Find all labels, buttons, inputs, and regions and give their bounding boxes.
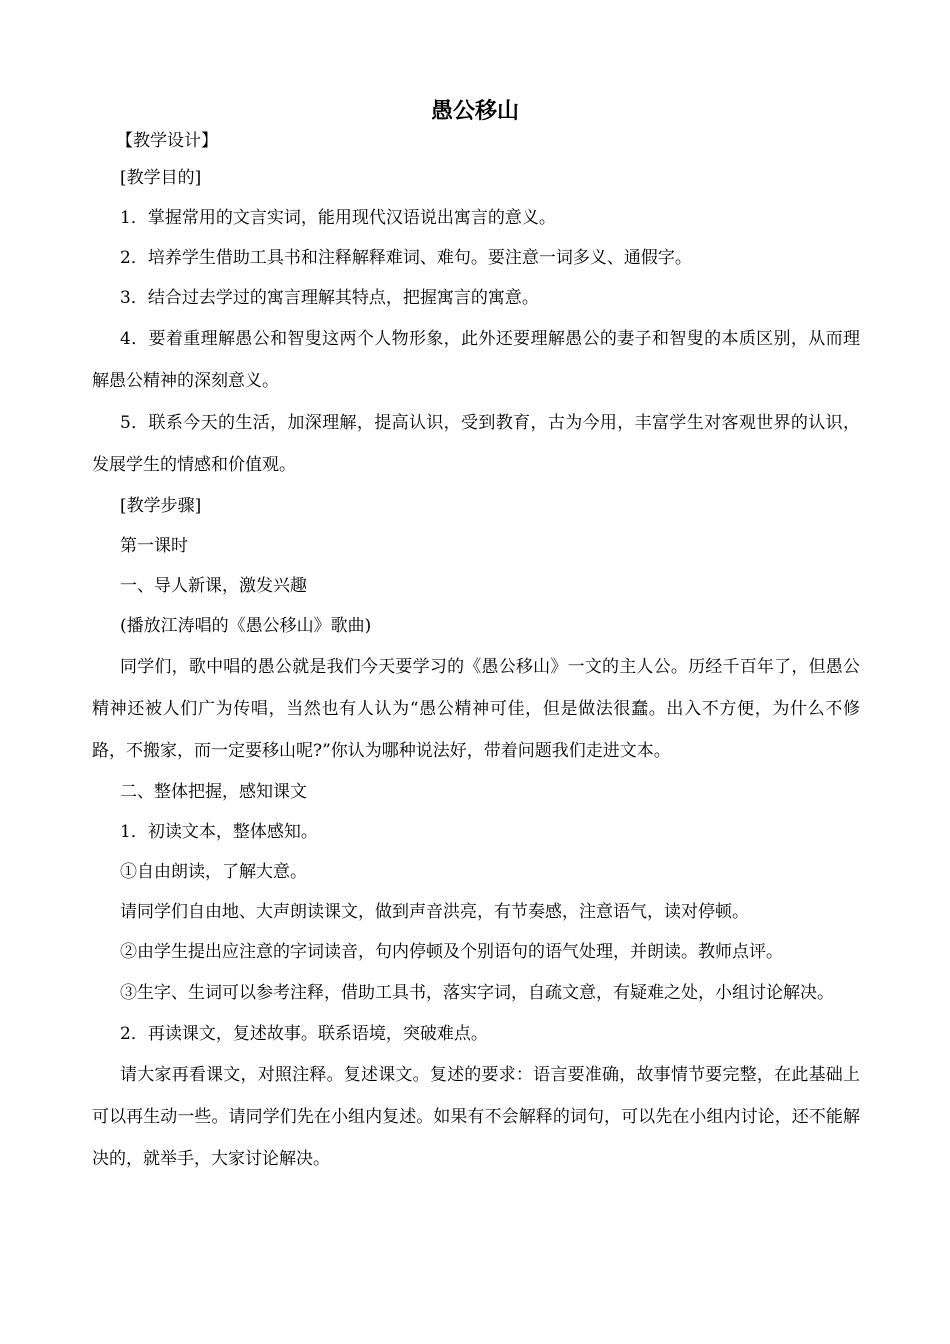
list-item: ③生字、生词可以参考注释，借助工具书，落实字词，自疏文意，有疑难之处，小组讨论解决。 [120,983,834,1003]
objective-item: 3．结合过去学过的寓言理解其特点，把握寓言的寓意。 [120,288,539,308]
section-heading-objectives: [教学目的] [120,168,202,188]
objective-item: 1．掌握常用的文言实词，能用现代汉语说出寓言的意义。 [120,208,556,228]
section-heading-steps: [教学步骤] [120,496,202,516]
body-paragraph: 请同学们自由地、大声朗读课文，做到声音洪亮，有节奏感，注意语气，读对停顿。 [120,902,749,922]
step-heading: 二、整体把握，感知课文 [120,782,307,802]
body-paragraph: (播放江涛唱的《愚公移山》歌曲) [120,616,372,636]
body-paragraph: 请大家再看课文，对照注释。复述课文。复述的要求：语言要准确，故事情节要完整，在此基础上可以再生动一些。请同学们先在小组内复述。如果有不会解释的词句，可以先在小组内讨论，还不能解决的，就举手，大家讨论解决。 [92,1065,860,1169]
document-body [92,124,860,1180]
list-item: ①自由朗读，了解大意。 [120,862,307,882]
document-title: 愚公移山 [430,99,519,124]
lesson-heading: 第一课时 [120,536,188,556]
sub-step-heading: 2．再读课文，复述故事。联系语境，突破难点。 [120,1024,488,1044]
body-paragraph: 同学们，歌中唱的愚公就是我们今天要学习的《愚公移山》一文的主人公。历经千百年了，但愚公精神还被人们广为传唱，当然也有人认为“愚公精神可佳，但是做法很蠢。出入不方便，为什么不修路，不搬家，而一定要移山呢?”你认为哪种说法好，带着问题我们走进文本。 [92,657,860,761]
list-item: ②由学生提出应注意的字词读音，句内停顿及个别语句的语气处理，并朗读。教师点评。 [120,942,783,962]
objective-item: 2．培养学生借助工具书和注释解释难词、难句。要注意一词多义、通假字。 [120,248,692,268]
section-heading-design: 【教学设计】 [116,131,218,151]
objective-item: 4．要着重理解愚公和智叟这两个人物形象，此外还要理解愚公的妻子和智叟的本质区别，从而理解愚公精神的深刻意义。 [92,329,860,391]
objective-item: 5．联系今天的生活，加深理解，提高认识，受到教育，古为今用，丰富学生对客观世界的认识，发展学生的情感和价值观。 [92,413,860,475]
sub-step-heading: 1．初读文本，整体感知。 [120,822,318,842]
step-heading: 一、导人新课，激发兴趣 [120,576,307,596]
